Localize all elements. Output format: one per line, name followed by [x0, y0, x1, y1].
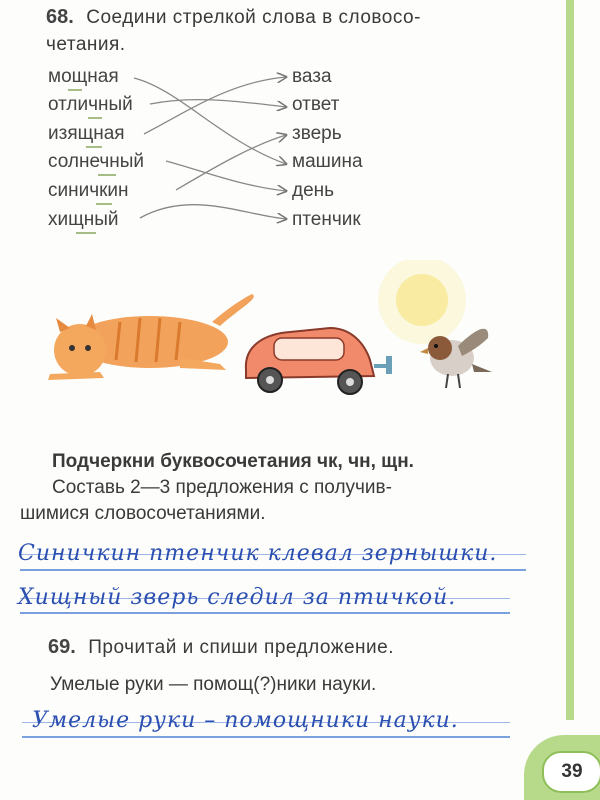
arrow-line	[140, 205, 286, 219]
connection-arrows	[0, 0, 600, 260]
cat-illustration	[48, 294, 254, 380]
right-word: зверь	[292, 123, 342, 144]
task-compose-instruction: Составь 2—3 предложения с получив-	[52, 477, 392, 498]
arrow-line	[134, 78, 286, 164]
left-word: мощная	[48, 66, 119, 87]
writing-line	[22, 736, 510, 738]
right-word: ваза	[292, 66, 332, 87]
handwritten-sentence-2: Хищный зверь следил за птичкой.	[18, 585, 457, 610]
exercise-68-instruction-cont: четания.	[46, 34, 126, 55]
left-word: отличный	[48, 94, 133, 115]
left-word: изящная	[48, 123, 125, 144]
right-word: ответ	[292, 94, 340, 115]
illustration-cat-car-bird	[30, 260, 550, 420]
toy-car-illustration	[246, 328, 392, 394]
exercise-69-sentence: Умелые руки — помощ(?)ники науки.	[50, 674, 377, 695]
left-word: хищный	[48, 209, 119, 230]
handwritten-sentence-3: Умелые руки – помощники науки.	[32, 708, 459, 733]
right-word: день	[292, 180, 335, 201]
task-compose-instruction-cont: шимися словосочетаниями.	[20, 503, 266, 524]
left-word: синичкин	[48, 180, 129, 201]
task-underline-instruction: Подчеркни буквосочетания чк, чн, щн.	[52, 451, 414, 472]
exercise-69-header	[48, 636, 528, 659]
exercise-69-instruction: Прочитай и спиши предложение.	[88, 637, 394, 658]
writing-line	[20, 569, 526, 571]
arrow-line	[166, 161, 286, 191]
exercise-69-number: 69.	[48, 636, 76, 658]
sun-illustration	[378, 260, 466, 344]
arrow-line	[176, 135, 286, 190]
handwritten-sentence-1: Синичкин птенчик клевал зернышки.	[18, 541, 498, 566]
exercise-68-instruction: Соедини стрелкой слова в словосо-	[86, 7, 421, 28]
arrow-line	[150, 100, 286, 107]
exercise-68-number: 68.	[46, 6, 74, 28]
right-word: машина	[292, 151, 363, 172]
writing-line	[20, 612, 510, 614]
left-word: солнечный	[48, 151, 145, 172]
right-word: птенчик	[292, 209, 361, 230]
page-number: 39	[542, 751, 600, 793]
